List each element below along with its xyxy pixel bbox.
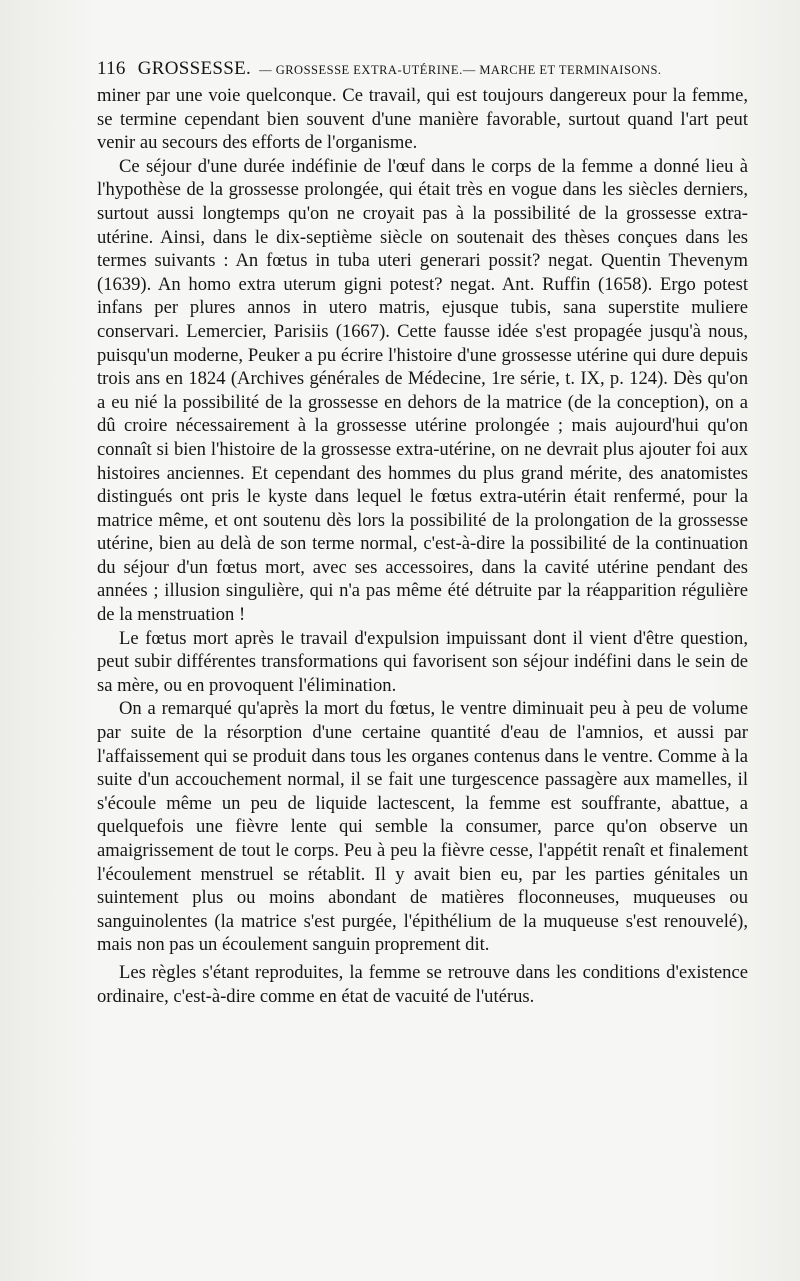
paragraph-2: Ce séjour d'une durée indéfinie de l'œuf dans le corps de la femme a donné lieu à l'hypothèse de la grossesse prolongée, qui était très en vogue dans les siècles derniers, surtout aussi longtemps qu'on ne croyait pas à la possibilité de la grossesse extra-utérine. Ainsi, dans le dix-septième siècle on soutenait des thèses conçues dans les termes suivants : An fœtus in tuba uteri generari possit? negat. Quentin Thevenym (1639). An homo extra uterum gigni potest? negat. Ant. Ruffin (1658). Ergo potest infans per plures annos in utero matris, ejusque tubis, sana superstite muliere conservari. Lemercier, Parisiis (1667). Cette fausse idée s'est propagée jusqu'à nous, puisqu'un moderne, Peuker a pu écrire l'histoire d'une grossesse utérine qui dure depuis trois ans en 1824 (Archives générales de Médecine, 1re série, t. IX, p. 124). Dès qu'on a eu nié la possibilité de la grossesse en dehors de la matrice (de la conception), on a dû croire nécessairement à la grossesse utérine prolongée ; mais aujourd'hui qu'on connaît si bien l'histoire de la grossesse extra-utérine, on ne devrait plus ajouter foi aux histoires anciennes. Et cependant des hommes du plus grand mérite, des anatomistes distingués ont pris le kyste dans lequel le fœtus extra-utérin était renfermé, pour la matrice même, et ont soutenu dès lors la possibilité de la prolongation de la grossesse utérine, bien au delà de son terme normal, c'est-à-dire la possibilité de la continuation du séjour d'un fœtus mort, avec ses accessoires, dans la cavité utérine pendant des années ; illusion singulière, qui n'a pas même été détruite par la réapparition régulière de la menstruation ! (97, 155, 748, 626)
paragraph-4: On a remarqué qu'après la mort du fœtus, le ventre diminuait peu à peu de volume par suite de la résorption d'une certaine quantité d'eau de l'amnios, et aussi par l'affaissement qui se produit dans tous les organes contenus dans le ventre. Comme à la suite d'un accouchement normal, il se fait une turgescence passagère aux mamelles, il s'écoule même un peu de liquide lactescent, la femme est souffrante, abattue, a quelquefois une fièvre lente qui semble la consumer, parce qu'on observe un amaigrissement de tout le corps. Peu à peu la fièvre cesse, l'appétit renaît et finalement l'écoulement menstruel se rétablit. Il y avait bien eu, par les parties génitales un suintement plus ou moins abondant de matières floconneuses, muqueuses ou sanguinolentes (la matrice s'est purgée, l'épithélium de la muqueuse s'est renouvelé), mais non pas un écoulement sanguin proprement dit. (97, 698, 748, 956)
paragraph-5: Les règles s'étant reproduites, la femme se retrouve dans les conditions d'existence ordinaire, c'est-à-dire comme en état de vacuité de l'utérus. (97, 961, 748, 1007)
paragraph-3: Le fœtus mort après le travail d'expulsion impuissant dont il vient d'être question, peut subir différentes transformations qui favorisent son séjour indéfini dans le sein de sa mère, ou en provoquent l'élimination. (97, 627, 748, 696)
body-text (97, 84, 748, 1008)
section-title: GROSSESSE. (137, 58, 252, 79)
paragraph-1: miner par une voie quelconque. Ce travail, qui est toujours dangereux pour la femme, se termine cependant bien souvent d'une manière favorable, surtout quand l'art peut venir au secours des efforts de l'organisme. (97, 85, 748, 154)
section-subtitle: — GROSSESSE EXTRA-UTÉRINE.— MARCHE ET TERMINAISONS. (259, 63, 662, 77)
running-head (97, 58, 748, 80)
page-number: 116 (97, 58, 126, 79)
